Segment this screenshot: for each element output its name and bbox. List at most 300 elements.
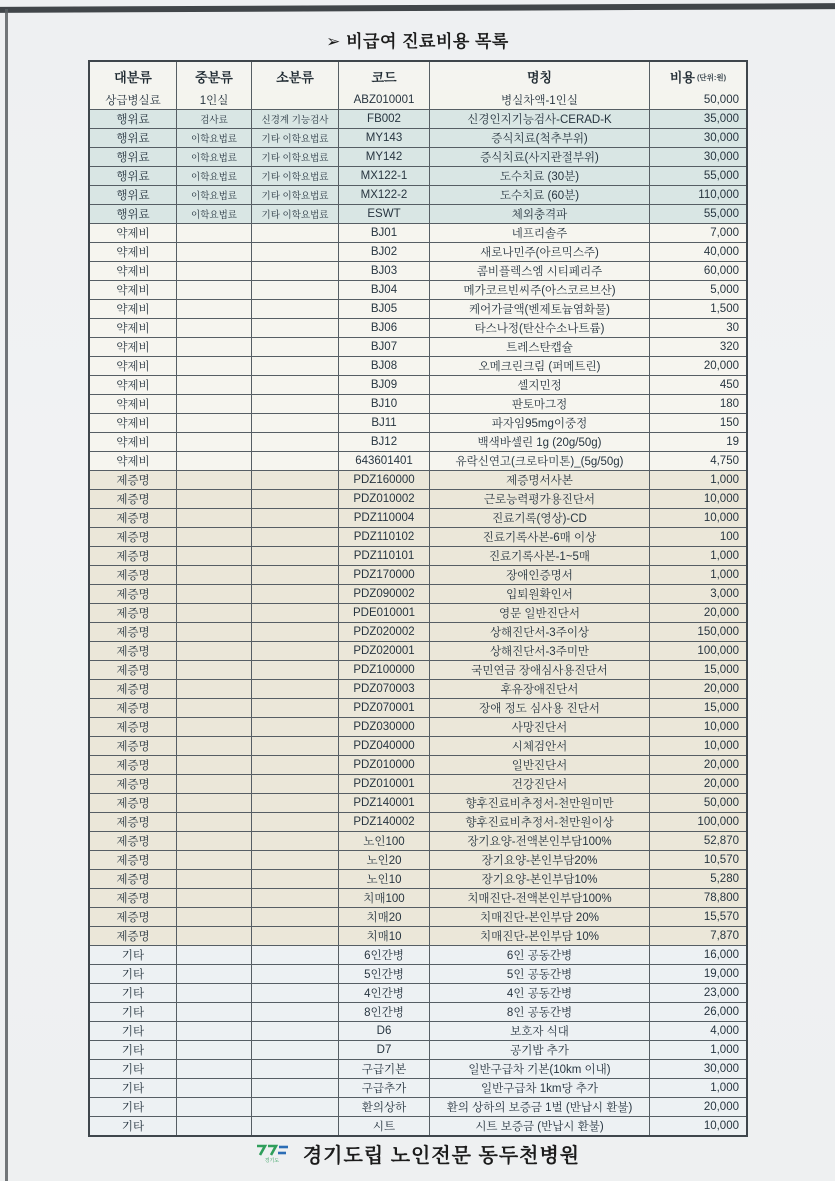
table-row [90, 204, 746, 223]
cell-name: 향후진료비추정서-천만원이상 [430, 813, 650, 831]
cell-name: 향후진료비추정서-천만원미만 [430, 794, 650, 812]
cell-middle-category [177, 623, 252, 641]
table-row [90, 679, 746, 698]
cell-sub-category [252, 832, 339, 850]
cell-middle-category [177, 889, 252, 907]
table-row [90, 641, 746, 660]
cell-middle-category [177, 1060, 252, 1078]
table-row [90, 755, 746, 774]
table-row [90, 261, 746, 280]
cell-cost: 50,000 [703, 797, 739, 809]
cell-cost: 7,000 [710, 227, 739, 239]
table-row [90, 736, 746, 755]
cell-middle-category [177, 832, 252, 850]
cell-major-category: 제증명 [90, 699, 177, 717]
cell-middle-category [177, 224, 252, 242]
cell-middle-category [177, 262, 252, 280]
cell-middle-category [177, 908, 252, 926]
header-sub-category: 소분류 [252, 62, 339, 90]
cell-name: 유락신연고(크로타미톤)_(5g/50g) [430, 452, 650, 470]
cell-major-category: 기타 [90, 1041, 177, 1059]
cell-name: 체외충격파 [430, 205, 650, 223]
cell-name: 타스나정(탄산수소나트륨) [430, 319, 650, 337]
cell-cost: 30,000 [703, 132, 739, 144]
table-row [90, 109, 746, 128]
cell-middle-category [177, 585, 252, 603]
scan-edge-left [5, 9, 8, 1181]
cell-code: FB002 [339, 110, 430, 128]
cell-code: BJ04 [339, 281, 430, 299]
cell-major-category: 약제비 [90, 300, 177, 318]
cell-sub-category [252, 528, 339, 546]
cell-middle-category [177, 547, 252, 565]
table-row [90, 1059, 746, 1078]
cell-middle-category [177, 395, 252, 413]
cell-sub-category [252, 224, 339, 242]
cell-cost: 10,000 [703, 1120, 739, 1132]
cell-code: MX122-2 [339, 186, 430, 204]
cell-middle-category [177, 490, 252, 508]
table-row [90, 90, 746, 109]
cell-middle-category: 이학요법료 [177, 148, 252, 166]
cell-middle-category [177, 946, 252, 964]
cell-cost: 19 [726, 436, 739, 448]
cell-cost: 60,000 [703, 265, 739, 277]
cell-middle-category [177, 794, 252, 812]
cell-cost: 110,000 [698, 189, 739, 201]
cell-cost: 100 [719, 531, 739, 543]
cell-cost: 320 [719, 341, 739, 353]
cell-middle-category [177, 870, 252, 888]
cell-sub-category [252, 699, 339, 717]
cell-cost: 20,000 [703, 1101, 739, 1113]
cell-middle-category [177, 1003, 252, 1021]
table-row [90, 489, 746, 508]
cell-code: BJ06 [339, 319, 430, 337]
cell-code: 6인간병 [339, 946, 430, 964]
cell-cost: 10,000 [703, 512, 739, 524]
cell-major-category: 제증명 [90, 661, 177, 679]
cell-code: ABZ010001 [339, 90, 430, 109]
cell-code: 치매100 [339, 889, 430, 907]
cell-major-category: 기타 [90, 984, 177, 1002]
cell-code: PDZ070001 [339, 699, 430, 717]
table-row [90, 888, 746, 907]
cell-code: PDE010001 [339, 604, 430, 622]
gyeonggi-province-logo-icon [255, 1142, 289, 1164]
cell-major-category: 제증명 [90, 547, 177, 565]
cell-major-category: 제증명 [90, 794, 177, 812]
cell-code: PDZ110004 [339, 509, 430, 527]
cell-name: 장기요양-전액본인부담100% [430, 832, 650, 850]
cell-middle-category [177, 699, 252, 717]
cell-middle-category [177, 509, 252, 527]
cell-cost: 26,000 [703, 1006, 739, 1018]
cell-sub-category [252, 775, 339, 793]
cell-middle-category [177, 813, 252, 831]
cell-cost: 10,000 [703, 493, 739, 505]
cell-middle-category: 이학요법료 [177, 167, 252, 185]
table-row [90, 1116, 746, 1135]
cell-name: 치매진단-본인부담 20% [430, 908, 650, 926]
cell-sub-category [252, 908, 339, 926]
cell-cost: 1,500 [710, 303, 739, 315]
cell-code: PDZ090002 [339, 585, 430, 603]
cell-cost: 180 [719, 398, 739, 410]
cell-name: 치매진단-전액본인부담100% [430, 889, 650, 907]
cell-cost: 10,570 [703, 854, 739, 866]
header-cost [650, 62, 746, 90]
cell-sub-category [252, 737, 339, 755]
cell-name: 콤비플렉스엠 시티페리주 [430, 262, 650, 280]
cell-major-category: 제증명 [90, 585, 177, 603]
cell-name: 후유장애진단서 [430, 680, 650, 698]
table-row [90, 1021, 746, 1040]
table-row [90, 983, 746, 1002]
cell-major-category: 제증명 [90, 528, 177, 546]
cell-name: 새로나민주(아르믹스주) [430, 243, 650, 261]
cell-name: 메가코르빈씨주(아스코르브산) [430, 281, 650, 299]
table-row [90, 926, 746, 945]
cell-cost: 23,000 [703, 987, 739, 999]
scan-edge-top [0, 3, 835, 13]
cell-cost: 55,000 [703, 208, 739, 220]
logo-caption: 경기도 [264, 1158, 280, 1164]
cell-sub-category [252, 718, 339, 736]
cell-cost: 20,000 [703, 683, 739, 695]
cost-unit-label: (단위:원) [696, 73, 727, 82]
cell-sub-category: 기타 이학요법료 [252, 148, 339, 166]
cell-sub-category: 기타 이학요법료 [252, 205, 339, 223]
cell-major-category: 기타 [90, 1022, 177, 1040]
table-row [90, 660, 746, 679]
cell-middle-category [177, 1098, 252, 1116]
cell-cost: 16,000 [703, 949, 739, 961]
cell-code: PDZ160000 [339, 471, 430, 489]
cell-code: BJ05 [339, 300, 430, 318]
cell-sub-category [252, 243, 339, 261]
cell-major-category: 약제비 [90, 452, 177, 470]
cell-major-category: 제증명 [90, 509, 177, 527]
cell-cost: 52,870 [703, 835, 739, 847]
cell-major-category: 제증명 [90, 851, 177, 869]
cell-name: 입퇴원확인서 [430, 585, 650, 603]
cell-code: BJ08 [339, 357, 430, 375]
header-code: 코드 [339, 62, 430, 90]
cell-name: 판토마그정 [430, 395, 650, 413]
table-row [90, 147, 746, 166]
cell-code: PDZ110102 [339, 528, 430, 546]
cell-name: 공기밥 추가 [430, 1041, 650, 1059]
cell-name: 진료기록사본-1~5매 [430, 547, 650, 565]
table-row [90, 812, 746, 831]
cell-major-category: 기타 [90, 946, 177, 964]
cell-name: 트레스탄캡슐 [430, 338, 650, 356]
cell-middle-category [177, 452, 252, 470]
cell-cost: 100,000 [697, 645, 739, 657]
cell-cost: 4,750 [710, 455, 739, 467]
table-row [90, 869, 746, 888]
cell-major-category: 약제비 [90, 262, 177, 280]
cell-code: BJ10 [339, 395, 430, 413]
cell-middle-category [177, 281, 252, 299]
cell-code: ESWT [339, 205, 430, 223]
cell-sub-category [252, 300, 339, 318]
fee-table [88, 60, 748, 1137]
page-title: ➢ 비급여 진료비용 목록 [326, 32, 509, 51]
table-row [90, 242, 746, 261]
cell-name: 일반진단서 [430, 756, 650, 774]
cell-major-category: 행위료 [90, 129, 177, 147]
cell-middle-category [177, 528, 252, 546]
cell-sub-category [252, 623, 339, 641]
cell-middle-category [177, 566, 252, 584]
header-major-category: 대분류 [90, 62, 177, 90]
cell-sub-category: 기타 이학요법료 [252, 167, 339, 185]
cell-major-category: 행위료 [90, 167, 177, 185]
cell-name: 도수치료 (60분) [430, 186, 650, 204]
cell-sub-category [252, 604, 339, 622]
cell-major-category: 약제비 [90, 224, 177, 242]
cell-code: PDZ010002 [339, 490, 430, 508]
cell-middle-category [177, 414, 252, 432]
cell-major-category: 제증명 [90, 566, 177, 584]
cell-cost: 5,000 [710, 284, 739, 296]
cell-sub-category: 신경계 기능검사 [252, 110, 339, 128]
cell-sub-category: 기타 이학요법료 [252, 129, 339, 147]
cell-sub-category [252, 680, 339, 698]
table-row [90, 774, 746, 793]
table-row [90, 603, 746, 622]
cell-major-category: 행위료 [90, 186, 177, 204]
cell-name: 병실차액-1인실 [430, 90, 650, 109]
cell-name: 제증명서사본 [430, 471, 650, 489]
cell-cost: 55,000 [703, 170, 739, 182]
cell-major-category: 기타 [90, 1060, 177, 1078]
cell-code: 643601401 [339, 452, 430, 470]
cell-code: 시트 [339, 1117, 430, 1135]
cell-middle-category [177, 965, 252, 983]
cell-sub-category [252, 946, 339, 964]
cell-code: BJ12 [339, 433, 430, 451]
cell-cost: 20,000 [703, 607, 739, 619]
cell-major-category: 제증명 [90, 718, 177, 736]
cell-code: 노인20 [339, 851, 430, 869]
cell-major-category: 약제비 [90, 338, 177, 356]
cell-major-category: 행위료 [90, 148, 177, 166]
table-row [90, 850, 746, 869]
table-body [90, 90, 746, 1135]
cell-code: PDZ040000 [339, 737, 430, 755]
table-row [90, 1040, 746, 1059]
cell-code: 구급추가 [339, 1079, 430, 1097]
cell-major-category: 제증명 [90, 490, 177, 508]
cell-middle-category: 이학요법료 [177, 205, 252, 223]
cell-name: 8인 공동간병 [430, 1003, 650, 1021]
cell-sub-category [252, 1003, 339, 1021]
cell-cost: 1,000 [710, 1044, 739, 1056]
cell-middle-category [177, 1022, 252, 1040]
cell-middle-category [177, 433, 252, 451]
cell-sub-category [252, 794, 339, 812]
cell-name: 신경인지기능검사-CERAD-K [430, 110, 650, 128]
cell-cost: 30 [726, 322, 739, 334]
cell-major-category: 제증명 [90, 623, 177, 641]
cell-code: D6 [339, 1022, 430, 1040]
cell-sub-category [252, 262, 339, 280]
cell-sub-category [252, 1079, 339, 1097]
cell-middle-category [177, 718, 252, 736]
header-middle-category: 중분류 [177, 62, 252, 90]
cell-sub-category [252, 414, 339, 432]
cell-middle-category [177, 357, 252, 375]
cell-sub-category [252, 1022, 339, 1040]
cell-middle-category [177, 851, 252, 869]
cell-name: 시체검안서 [430, 737, 650, 755]
cell-major-category: 제증명 [90, 680, 177, 698]
cell-code: 노인100 [339, 832, 430, 850]
cell-cost: 4,000 [710, 1025, 739, 1037]
cell-name: 오메크린크림 (퍼메트린) [430, 357, 650, 375]
cell-code: 5인간병 [339, 965, 430, 983]
table-row [90, 185, 746, 204]
cell-major-category: 제증명 [90, 775, 177, 793]
table-row [90, 375, 746, 394]
table-row [90, 831, 746, 850]
cell-major-category: 약제비 [90, 243, 177, 261]
table-row [90, 413, 746, 432]
cell-name: 시트 보증금 (반납시 환불) [430, 1117, 650, 1135]
cell-middle-category: 이학요법료 [177, 129, 252, 147]
cell-middle-category [177, 604, 252, 622]
table-row [90, 508, 746, 527]
cell-cost: 1,000 [710, 569, 739, 581]
cell-sub-category [252, 490, 339, 508]
cell-major-category: 행위료 [90, 205, 177, 223]
cell-code: 4인간병 [339, 984, 430, 1002]
cell-code: 8인간병 [339, 1003, 430, 1021]
cell-code: BJ01 [339, 224, 430, 242]
cell-name: 장기요양-본인부담10% [430, 870, 650, 888]
cell-middle-category [177, 927, 252, 945]
cell-name: 상해진단서-3주미만 [430, 642, 650, 660]
cell-sub-category [252, 851, 339, 869]
cell-cost: 150 [719, 417, 739, 429]
cell-name: 건강진단서 [430, 775, 650, 793]
cell-sub-category [252, 566, 339, 584]
cell-major-category: 제증명 [90, 908, 177, 926]
cell-middle-category [177, 1041, 252, 1059]
table-row [90, 356, 746, 375]
cell-middle-category [177, 300, 252, 318]
cell-middle-category [177, 661, 252, 679]
cell-middle-category [177, 319, 252, 337]
cell-name: 환의 상하의 보증금 1벌 (반납시 환불) [430, 1098, 650, 1116]
cell-cost: 15,000 [703, 702, 739, 714]
header-name: 명칭 [430, 62, 650, 90]
cell-cost: 15,000 [703, 664, 739, 676]
cell-name: 진료기록사본-6매 이상 [430, 528, 650, 546]
cell-name: 셀지민정 [430, 376, 650, 394]
cell-cost: 40,000 [703, 246, 739, 258]
cell-name: 케어가글액(벤제토늄염화물) [430, 300, 650, 318]
cell-code: PDZ140001 [339, 794, 430, 812]
cell-code: 치매10 [339, 927, 430, 945]
cell-name: 증식치료(사지관절부위) [430, 148, 650, 166]
cell-sub-category [252, 509, 339, 527]
cell-middle-category [177, 642, 252, 660]
cell-major-category: 제증명 [90, 756, 177, 774]
cell-cost: 1,000 [710, 550, 739, 562]
cell-cost: 20,000 [703, 778, 739, 790]
cell-name: 상해진단서-3주이상 [430, 623, 650, 641]
cell-cost: 30,000 [703, 1063, 739, 1075]
cell-code: 치매20 [339, 908, 430, 926]
cell-code: PDZ110101 [339, 547, 430, 565]
cell-major-category: 제증명 [90, 813, 177, 831]
cell-major-category: 약제비 [90, 357, 177, 375]
cell-cost: 150,000 [697, 626, 739, 638]
table-row [90, 337, 746, 356]
table-row [90, 907, 746, 926]
header-cost-label: 비용 [669, 69, 695, 85]
cell-name: 네프리솔주 [430, 224, 650, 242]
cell-major-category: 약제비 [90, 395, 177, 413]
cell-sub-category [252, 376, 339, 394]
table-row [90, 584, 746, 603]
cell-middle-category [177, 984, 252, 1002]
cell-code: PDZ100000 [339, 661, 430, 679]
cell-sub-category [252, 965, 339, 983]
cell-sub-category: 기타 이학요법료 [252, 186, 339, 204]
cell-major-category: 제증명 [90, 604, 177, 622]
table-row [90, 945, 746, 964]
cell-code: 구급기본 [339, 1060, 430, 1078]
cell-code: PDZ010001 [339, 775, 430, 793]
cell-code: 환의상하 [339, 1098, 430, 1116]
cell-code: D7 [339, 1041, 430, 1059]
table-row [90, 565, 746, 584]
cell-middle-category [177, 737, 252, 755]
cell-name: 장애 정도 심사용 진단서 [430, 699, 650, 717]
cell-sub-category [252, 357, 339, 375]
cell-name: 백색바셀린 1g (20g/50g) [430, 433, 650, 451]
cell-middle-category [177, 756, 252, 774]
cell-sub-category [252, 642, 339, 660]
cell-major-category: 기타 [90, 1003, 177, 1021]
table-row [90, 964, 746, 983]
cell-middle-category [177, 338, 252, 356]
cell-code: PDZ070003 [339, 680, 430, 698]
cell-cost: 5,280 [710, 873, 739, 885]
cell-major-category: 기타 [90, 1079, 177, 1097]
cell-code: 노인10 [339, 870, 430, 888]
cell-cost: 50,000 [703, 93, 739, 106]
cell-sub-category [252, 1060, 339, 1078]
cell-sub-category [252, 927, 339, 945]
cell-name: 진료기록(영상)-CD [430, 509, 650, 527]
cell-code: MX122-1 [339, 167, 430, 185]
hospital-name: 경기도립 노인전문 동두천병원 [302, 1144, 581, 1167]
cell-name: 4인 공동간병 [430, 984, 650, 1002]
cell-major-category: 약제비 [90, 319, 177, 337]
cell-major-category: 제증명 [90, 889, 177, 907]
cell-cost: 100,000 [697, 816, 739, 828]
table-row [90, 318, 746, 337]
cell-middle-category: 1인실 [177, 90, 252, 109]
table-row [90, 1002, 746, 1021]
cell-code: PDZ010000 [339, 756, 430, 774]
